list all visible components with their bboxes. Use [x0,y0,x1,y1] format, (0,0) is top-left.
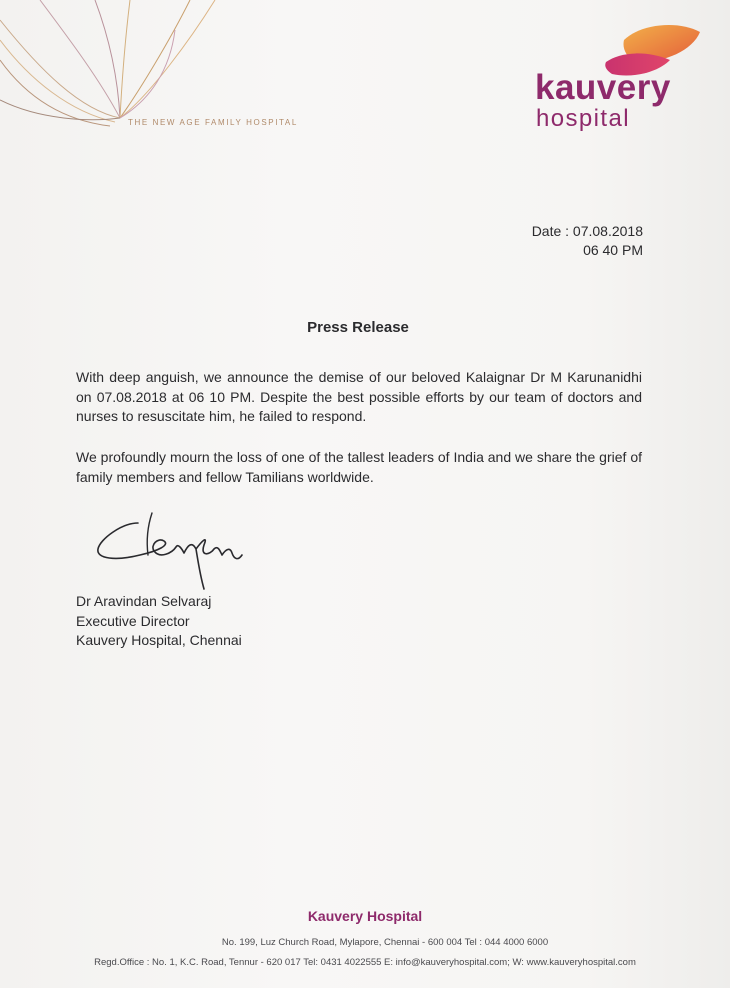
document-title: Press Release [307,319,409,336]
date-block [532,222,643,260]
handwritten-signature [92,505,252,595]
hospital-tagline: THE NEW AGE FAMILY HOSPITAL [128,118,298,127]
footer-hospital-name: Kauvery Hospital [307,908,423,924]
time-text: 06 40 PM [583,242,643,258]
body-paragraph-1: With deep anguish, we announce the demise of our beloved Kalaignar Dr M Karunanidhi on 07.08.2018 at 06 10 PM. Despite the best possible efforts by our team of doctors and nurses to resuscitate him, he failed to respond. [76,369,642,424]
signatory-name: Dr Aravindan Selvaraj [76,593,212,609]
footer-registered-office: Regd.Office : No. 1, K.C. Road, Tennur - 620 017 Tel: 0431 4022555 E: info@kauveryhospital.com; W: www.kauveryhospital.com [94,957,636,968]
signatory-role: Executive Director [76,612,190,629]
body-paragraph-2: We profoundly mourn the loss of one of the tallest leaders of India and we share the grief of family members and fellow Tamilians worldwide. [76,449,642,485]
logo-wordmark: kauvery [535,68,671,107]
signatory-organization: Kauvery Hospital, Chennai [76,632,242,648]
logo-subtitle: hospital [536,105,630,132]
decorative-swirl-graphic [0,0,230,135]
footer-address: No. 199, Luz Church Road, Mylapore, Chennai - 600 004 Tel : 044 4000 6000 [221,937,549,948]
date-text: Date : 07.08.2018 [531,223,643,239]
signatory-block [76,592,242,651]
